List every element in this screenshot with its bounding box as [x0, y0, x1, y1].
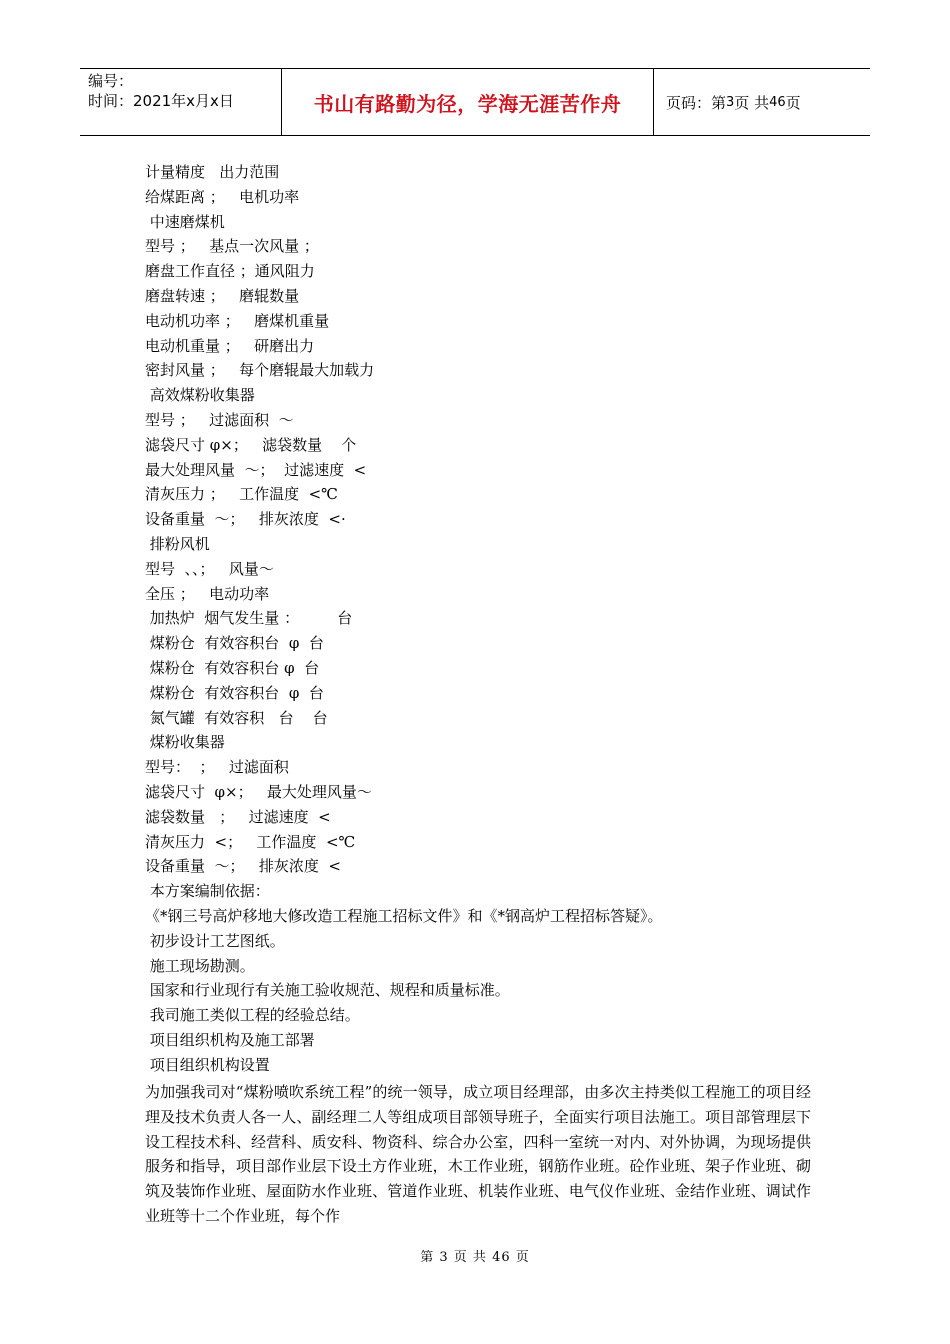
text-line: 清灰压力 <； 工作温度 <℃ — [145, 832, 356, 851]
text-line: 滤袋尺寸 φ×； 滤袋数量 个 — [145, 435, 357, 454]
text-line: 密封风量 ； 每个磨辊最大加载力 — [145, 361, 375, 380]
text-line: 煤粉仓 有效容积台 φ 台 — [145, 683, 324, 702]
text-line: 计量精度 出力范围 — [145, 163, 280, 181]
page-header — [80, 68, 870, 136]
text-line: 煤粉仓 有效容积台 φ 台 — [145, 658, 320, 677]
text-line: 项目组织机构设置 — [145, 1055, 270, 1074]
text-line: 设备重量 ～； 排灰浓度 < — [145, 857, 341, 876]
time-label: 时间：2021年x月x日 — [88, 92, 234, 110]
text-line: 型号： ； 过滤面积 — [145, 758, 289, 777]
footer-mid: 页 共 — [453, 1250, 487, 1265]
text-line: 全压 ； 电动功率 — [145, 584, 270, 603]
text-line: 初步设计工艺图纸。 — [145, 931, 285, 950]
text-line: 型号 、、； 风量～ — [145, 559, 274, 578]
text-line: 国家和行业现行有关施工验收规范、规程和质量标准。 — [145, 981, 510, 1000]
text-line: 电动机重量 ； 研磨出力 — [145, 336, 315, 355]
text-line: 项目组织机构及施工部署 — [145, 1030, 315, 1049]
number-label: 编号： — [88, 72, 134, 90]
page-prefix: 页码：第 — [666, 93, 727, 112]
header-motto: 书山有路勤为径，学海无涯苦作舟 — [313, 91, 622, 116]
text-line: 清灰压力 ； 工作温度 <℃ — [145, 485, 338, 504]
text-line: 施工现场勘测。 — [145, 956, 255, 975]
text-line: 《*钢三号高炉移地大修改造工程施工招标文件》和《*钢高炉工程招标答疑》。 — [145, 906, 663, 925]
header-motto-cell — [282, 69, 654, 135]
text-line: 中速磨煤机 — [145, 212, 225, 231]
body-paragraph: 为加强我司对“煤粉喷吹系统工程”的统一领导，成立项目经理部，由多次主持类似工程施工的项目经理及技术负责人各一人、副经理二人等组成项目部领导班子，全面实行项目法施工。项目部管理层下设工程技术科、经营科、质安科、物资科、综合办公室，四科一室统一对内、对外协调，为现场提供服务和指导，项目部作业层下设土方作业班，木工作业班，钢筋作业班。砼作业班、架子作业班、砌筑及装饰作业班、屋面防水作业班、管道作业班、机装作业班、电气仪作业班、金结作业班、调试作业班等十二个作业班，每个作 — [145, 1083, 811, 1225]
footer-prefix: 第 — [420, 1250, 435, 1265]
text-line: 磨盘转速 ； 磨辊数量 — [145, 286, 300, 305]
footer-suffix: 页 — [515, 1250, 530, 1265]
text-line: 滤袋尺寸 φ×； 最大处理风量～ — [145, 782, 372, 801]
text-line: 煤粉收集器 — [145, 733, 225, 752]
document-body — [145, 160, 815, 1077]
text-line: 电动机功率 ； 磨煤机重量 — [145, 311, 330, 330]
text-line: 排粉风机 — [145, 534, 210, 553]
text-line: 最大处理风量 ～； 过滤速度 < — [145, 460, 367, 479]
text-line: 滤袋数量 ； 过滤速度 < — [145, 807, 331, 826]
text-line: 煤粉仓 有效容积台 φ 台 — [145, 634, 324, 653]
page-mid: 页 共 — [734, 93, 770, 112]
text-line: 高效煤粉收集器 — [145, 386, 255, 405]
header-page-info — [654, 69, 870, 135]
text-line: 磨盘工作直径 ；通风阻力 — [145, 262, 315, 281]
footer-total: 46 — [492, 1250, 511, 1265]
page-footer — [0, 1246, 950, 1265]
header-meta — [80, 69, 282, 135]
page-suffix: 页 — [785, 93, 801, 112]
page-current: 3 — [726, 94, 735, 110]
text-line: 加热炉 烟气发生量 ： 台 — [145, 609, 353, 628]
text-line: 本方案编制依据： — [145, 882, 270, 901]
footer-current: 3 — [439, 1250, 449, 1265]
text-line: 给煤距离 ； 电机功率 — [145, 187, 300, 206]
text-line: 型号 ； 基点一次风量 ； — [145, 237, 319, 256]
page-total: 46 — [769, 94, 786, 110]
text-line: 设备重量 ～； 排灰浓度 <· — [145, 510, 346, 529]
text-line: 氮气罐 有效容积 台 台 — [145, 708, 328, 727]
text-line: 型号 ； 过滤面积 ～ — [145, 410, 294, 429]
text-line: 我司施工类似工程的经验总结。 — [145, 1006, 360, 1025]
